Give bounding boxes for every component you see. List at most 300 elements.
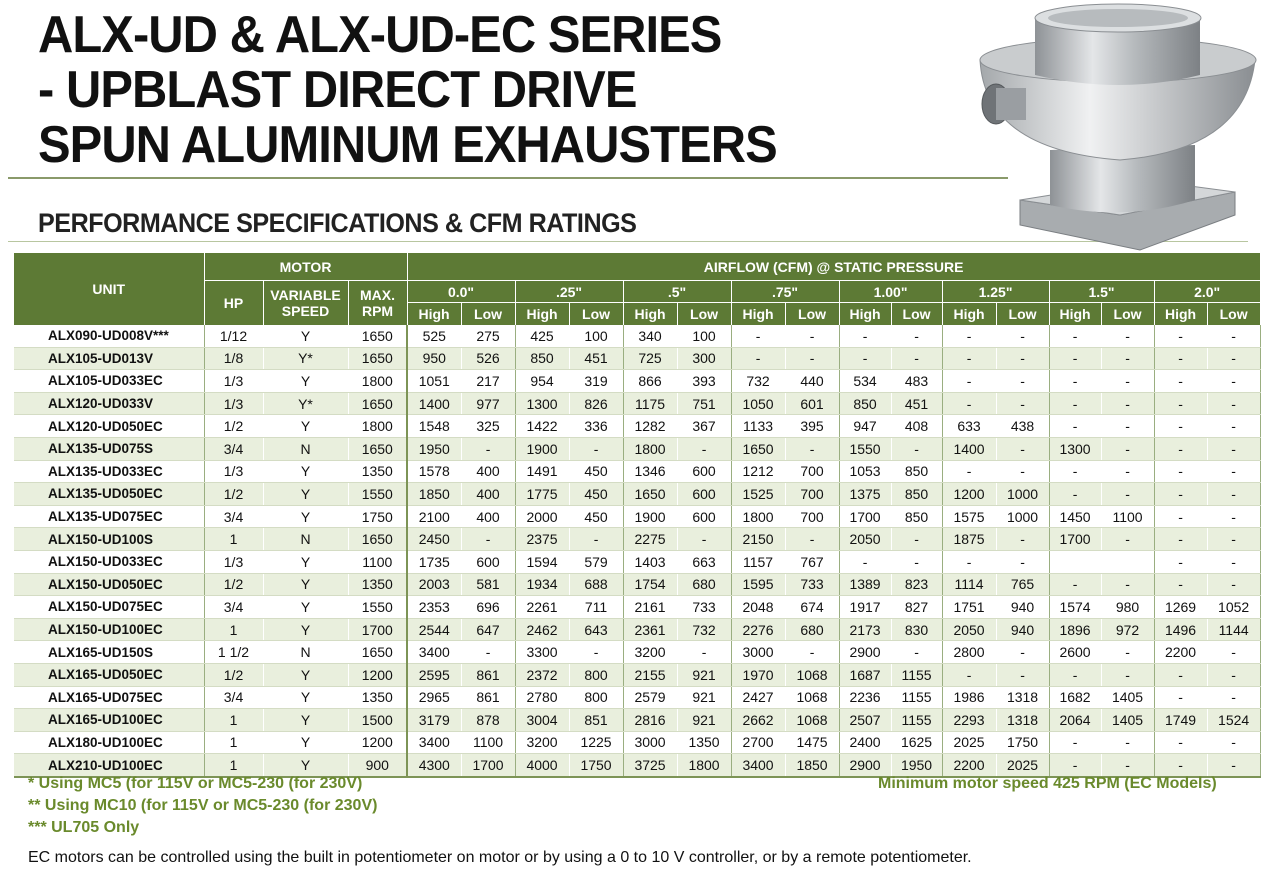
table-row	[14, 505, 1260, 528]
cfm-low-cell: -	[1101, 483, 1154, 506]
header-hp: HP	[204, 281, 263, 326]
variable-speed-cell: Y	[263, 325, 348, 347]
cfm-low-cell: 733	[785, 573, 839, 596]
cfm-low-cell: -	[996, 437, 1049, 460]
cfm-low-cell: 1155	[891, 686, 942, 709]
cfm-high-cell: 732	[731, 370, 785, 393]
unit-model-cell: ALX165-UD050EC	[14, 663, 204, 686]
cfm-high-cell: 1682	[1049, 686, 1101, 709]
cfm-low-cell: 733	[677, 596, 731, 619]
cfm-low-cell: 643	[569, 618, 623, 641]
cfm-low-cell: 1225	[569, 731, 623, 754]
table-row	[14, 596, 1260, 619]
header-variable-speed: VARIABLE SPEED	[263, 281, 348, 326]
table-row	[14, 686, 1260, 709]
variable-speed-cell: Y	[263, 731, 348, 754]
unit-model-cell: ALX165-UD075EC	[14, 686, 204, 709]
title-line-1: ALX-UD & ALX-UD-EC SERIES	[38, 6, 722, 64]
variable-speed-cell: N	[263, 528, 348, 551]
cfm-high-cell: 1450	[1049, 505, 1101, 528]
cfm-high-cell: 1525	[731, 483, 785, 506]
cfm-low-cell: 438	[996, 415, 1049, 438]
header-high: High	[942, 303, 996, 326]
header-pressure-100: 1.00"	[839, 281, 942, 303]
max-rpm-cell: 1550	[348, 596, 407, 619]
cfm-low-cell: -	[1101, 370, 1154, 393]
variable-speed-cell: Y	[263, 596, 348, 619]
table-row	[14, 415, 1260, 438]
cfm-low-cell: -	[996, 528, 1049, 551]
cfm-low-cell: 1000	[996, 483, 1049, 506]
cfm-low-cell: -	[1207, 505, 1260, 528]
table-row	[14, 528, 1260, 551]
cfm-high-cell: 2780	[515, 686, 569, 709]
header-pressure-15: 1.5"	[1049, 281, 1154, 303]
hp-cell: 3/4	[204, 437, 263, 460]
cfm-low-cell: -	[996, 663, 1049, 686]
cfm-high-cell: 3400	[407, 641, 461, 664]
hp-cell: 3/4	[204, 505, 263, 528]
cfm-low-cell: 696	[461, 596, 515, 619]
cfm-high-cell: 1300	[515, 392, 569, 415]
cfm-low-cell: -	[1207, 754, 1260, 777]
header-high: High	[731, 303, 785, 326]
cfm-low-cell: -	[785, 641, 839, 664]
section-subtitle: PERFORMANCE SPECIFICATIONS & CFM RATINGS	[38, 208, 637, 238]
cfm-low-cell: 940	[996, 596, 1049, 619]
table-row	[14, 618, 1260, 641]
cfm-high-cell: 2375	[515, 528, 569, 551]
cfm-low-cell: -	[891, 347, 942, 370]
cfm-low-cell: -	[1207, 528, 1260, 551]
ec-motor-note: EC motors can be controlled using the built in potentiometer on motor or by using a 0 to 10 V controller, or by a remote potentiometer.	[28, 849, 972, 866]
cfm-high-cell: 2353	[407, 596, 461, 619]
cfm-high-cell: 1775	[515, 483, 569, 506]
cfm-high-cell: 2150	[731, 528, 785, 551]
cfm-high-cell: 1496	[1154, 618, 1207, 641]
cfm-high-cell: 1282	[623, 415, 677, 438]
cfm-high-cell: 866	[623, 370, 677, 393]
cfm-low-cell: 921	[677, 663, 731, 686]
cfm-high-cell: 2200	[942, 754, 996, 777]
product-photo	[960, 0, 1260, 252]
cfm-high-cell: 1751	[942, 596, 996, 619]
cfm-low-cell: -	[1207, 731, 1260, 754]
max-rpm-cell: 1350	[348, 460, 407, 483]
table-row	[14, 731, 1260, 754]
cfm-low-cell: -	[1101, 573, 1154, 596]
cfm-low-cell: 1800	[677, 754, 731, 777]
cfm-high-cell: -	[839, 550, 891, 573]
cfm-high-cell: 2361	[623, 618, 677, 641]
cfm-low-cell: 450	[569, 460, 623, 483]
variable-speed-cell: Y	[263, 618, 348, 641]
table-row	[14, 370, 1260, 393]
cfm-low-cell: -	[996, 641, 1049, 664]
header-high: High	[407, 303, 461, 326]
cfm-low-cell: 579	[569, 550, 623, 573]
cfm-low-cell: 601	[785, 392, 839, 415]
cfm-low-cell: 1100	[1101, 505, 1154, 528]
max-rpm-cell: 1200	[348, 731, 407, 754]
cfm-high-cell: 2900	[839, 754, 891, 777]
cfm-high-cell: -	[1049, 370, 1101, 393]
cfm-high-cell: -	[1049, 392, 1101, 415]
cfm-high-cell: 1900	[623, 505, 677, 528]
title-line-3: SPUN ALUMINUM EXHAUSTERS	[38, 116, 777, 174]
header-pressure-025: .25"	[515, 281, 623, 303]
cfm-high-cell: -	[1154, 754, 1207, 777]
hp-cell: 1	[204, 709, 263, 732]
cfm-high-cell: 1850	[407, 483, 461, 506]
cfm-high-cell: 1950	[407, 437, 461, 460]
max-rpm-cell: 1650	[348, 641, 407, 664]
cfm-high-cell: -	[1049, 731, 1101, 754]
cfm-high-cell	[1049, 550, 1101, 573]
unit-model-cell: ALX150-UD033EC	[14, 550, 204, 573]
cfm-low-cell: -	[1207, 392, 1260, 415]
cfm-low-cell: 674	[785, 596, 839, 619]
cfm-high-cell: 633	[942, 415, 996, 438]
max-rpm-cell: 1750	[348, 505, 407, 528]
cfm-high-cell: -	[1154, 663, 1207, 686]
cfm-low-cell: 600	[461, 550, 515, 573]
cfm-low-cell: 1350	[677, 731, 731, 754]
cfm-high-cell: 725	[623, 347, 677, 370]
hp-cell: 3/4	[204, 596, 263, 619]
cfm-low-cell: 972	[1101, 618, 1154, 641]
cfm-low-cell: 1318	[996, 709, 1049, 732]
cfm-low-cell: 393	[677, 370, 731, 393]
cfm-low-cell: 1405	[1101, 709, 1154, 732]
header-motor: MOTOR	[204, 253, 407, 281]
cfm-high-cell: -	[942, 325, 996, 347]
header-pressure-05: .5"	[623, 281, 731, 303]
unit-model-cell: ALX210-UD100EC	[14, 754, 204, 777]
cfm-high-cell: 340	[623, 325, 677, 347]
max-rpm-cell: 1800	[348, 370, 407, 393]
hp-cell: 1/3	[204, 370, 263, 393]
cfm-low-cell: -	[996, 392, 1049, 415]
cfm-high-cell: 1133	[731, 415, 785, 438]
cfm-high-cell: 1800	[623, 437, 677, 460]
cfm-low-cell: -	[1207, 573, 1260, 596]
hp-cell: 3/4	[204, 686, 263, 709]
cfm-high-cell: 425	[515, 325, 569, 347]
cfm-high-cell: 2579	[623, 686, 677, 709]
cfm-low-cell: -	[996, 370, 1049, 393]
cfm-low-cell: 300	[677, 347, 731, 370]
table-row	[14, 573, 1260, 596]
unit-model-cell: ALX165-UD150S	[14, 641, 204, 664]
header-max-rpm: MAX. RPM	[348, 281, 407, 326]
cfm-high-cell: 1594	[515, 550, 569, 573]
max-rpm-cell: 1700	[348, 618, 407, 641]
cfm-low-cell: 977	[461, 392, 515, 415]
cfm-low-cell: 647	[461, 618, 515, 641]
cfm-low-cell: 751	[677, 392, 731, 415]
cfm-low-cell: -	[891, 437, 942, 460]
cfm-low-cell: 827	[891, 596, 942, 619]
unit-model-cell: ALX150-UD075EC	[14, 596, 204, 619]
cfm-low-cell: 100	[677, 325, 731, 347]
max-rpm-cell: 1100	[348, 550, 407, 573]
unit-model-cell: ALX090-UD008V***	[14, 325, 204, 347]
cfm-low-cell: 450	[569, 505, 623, 528]
cfm-high-cell: 1400	[407, 392, 461, 415]
header-low: Low	[1207, 303, 1260, 326]
cfm-low-cell: 700	[785, 460, 839, 483]
max-rpm-cell: 1550	[348, 483, 407, 506]
cfm-high-cell: -	[1049, 325, 1101, 347]
cfm-low-cell: -	[569, 528, 623, 551]
cfm-low-cell: 688	[569, 573, 623, 596]
unit-model-cell: ALX150-UD100S	[14, 528, 204, 551]
unit-model-cell: ALX135-UD075S	[14, 437, 204, 460]
cfm-high-cell: -	[942, 392, 996, 415]
max-rpm-cell: 1350	[348, 573, 407, 596]
cfm-high-cell: 4300	[407, 754, 461, 777]
title-divider	[8, 177, 1008, 179]
cfm-high-cell: 1578	[407, 460, 461, 483]
header-pressure-20: 2.0"	[1154, 281, 1260, 303]
variable-speed-cell: Y	[263, 686, 348, 709]
cfm-low-cell: -	[569, 437, 623, 460]
cfm-high-cell: 2048	[731, 596, 785, 619]
table-row	[14, 483, 1260, 506]
cfm-low-cell: 700	[785, 505, 839, 528]
cfm-high-cell: -	[1154, 483, 1207, 506]
cfm-high-cell: 1700	[1049, 528, 1101, 551]
max-rpm-cell: 1650	[348, 528, 407, 551]
header-high: High	[1154, 303, 1207, 326]
cfm-low-cell: 1000	[996, 505, 1049, 528]
unit-model-cell: ALX120-UD033V	[14, 392, 204, 415]
header-low: Low	[891, 303, 942, 326]
hp-cell: 1/2	[204, 663, 263, 686]
cfm-high-cell: 2200	[1154, 641, 1207, 664]
cfm-high-cell: 3400	[407, 731, 461, 754]
max-rpm-cell: 1650	[348, 325, 407, 347]
cfm-low-cell: -	[891, 550, 942, 573]
variable-speed-cell: Y	[263, 754, 348, 777]
cfm-low-cell: 1155	[891, 709, 942, 732]
cfm-high-cell: -	[1049, 483, 1101, 506]
cfm-high-cell: -	[942, 550, 996, 573]
cfm-high-cell: 1575	[942, 505, 996, 528]
footnote-3: *** UL705 Only	[28, 819, 140, 836]
cfm-low-cell: 1750	[569, 754, 623, 777]
cfm-high-cell: 1934	[515, 573, 569, 596]
cfm-high-cell: 2400	[839, 731, 891, 754]
cfm-high-cell: 2025	[942, 731, 996, 754]
unit-model-cell: ALX135-UD050EC	[14, 483, 204, 506]
table-row	[14, 325, 1260, 347]
header-low: Low	[461, 303, 515, 326]
cfm-high-cell: -	[1154, 415, 1207, 438]
cfm-low-cell: -	[1207, 370, 1260, 393]
cfm-high-cell: 850	[515, 347, 569, 370]
cfm-low-cell: -	[1101, 415, 1154, 438]
cfm-low-cell: 581	[461, 573, 515, 596]
cfm-high-cell: 2427	[731, 686, 785, 709]
header-high: High	[839, 303, 891, 326]
max-rpm-cell: 1500	[348, 709, 407, 732]
cfm-low-cell: 450	[569, 483, 623, 506]
page-title	[38, 8, 884, 173]
variable-speed-cell: Y	[263, 550, 348, 573]
cfm-high-cell: -	[1154, 550, 1207, 573]
header-low: Low	[1101, 303, 1154, 326]
variable-speed-cell: Y	[263, 663, 348, 686]
table-row	[14, 392, 1260, 415]
cfm-low-cell: -	[1101, 754, 1154, 777]
cfm-low-cell: -	[1207, 663, 1260, 686]
cfm-low-cell: 1068	[785, 663, 839, 686]
cfm-low-cell: 325	[461, 415, 515, 438]
cfm-low-cell: 526	[461, 347, 515, 370]
cfm-low-cell: -	[1101, 528, 1154, 551]
cfm-high-cell: 3725	[623, 754, 677, 777]
cfm-high-cell: 3000	[731, 641, 785, 664]
cfm-high-cell: 4000	[515, 754, 569, 777]
cfm-high-cell: 3179	[407, 709, 461, 732]
variable-speed-cell: Y	[263, 505, 348, 528]
cfm-low-cell: -	[1207, 550, 1260, 573]
cfm-high-cell: 2293	[942, 709, 996, 732]
cfm-low-cell: 1318	[996, 686, 1049, 709]
max-rpm-cell: 900	[348, 754, 407, 777]
cfm-high-cell: 1375	[839, 483, 891, 506]
cfm-high-cell: 3004	[515, 709, 569, 732]
cfm-low-cell: -	[1101, 731, 1154, 754]
footnote-1: * Using MC5 (for 115V or MC5-230 (for 230V)	[28, 775, 363, 792]
cfm-high-cell: -	[1154, 460, 1207, 483]
cfm-high-cell: -	[1154, 437, 1207, 460]
table-row	[14, 347, 1260, 370]
cfm-low-cell: 217	[461, 370, 515, 393]
hp-cell: 1	[204, 731, 263, 754]
cfm-low-cell: 1625	[891, 731, 942, 754]
max-rpm-cell: 1650	[348, 347, 407, 370]
cfm-low-cell: 367	[677, 415, 731, 438]
cfm-high-cell: -	[1154, 573, 1207, 596]
header-low: Low	[677, 303, 731, 326]
cfm-low-cell: 940	[996, 618, 1049, 641]
header-pressure-125: 1.25"	[942, 281, 1049, 303]
title-line-2: - UPBLAST DIRECT DRIVE	[38, 61, 637, 119]
cfm-high-cell: -	[942, 347, 996, 370]
variable-speed-cell: Y	[263, 709, 348, 732]
cfm-high-cell: 2050	[942, 618, 996, 641]
cfm-high-cell: 2800	[942, 641, 996, 664]
cfm-high-cell: -	[1154, 392, 1207, 415]
cfm-low-cell: 1850	[785, 754, 839, 777]
cfm-high-cell: 2236	[839, 686, 891, 709]
cfm-high-cell: 3200	[623, 641, 677, 664]
hp-cell: 1/12	[204, 325, 263, 347]
cfm-low-cell: 767	[785, 550, 839, 573]
cfm-high-cell: 1403	[623, 550, 677, 573]
cfm-high-cell: 2507	[839, 709, 891, 732]
cfm-low-cell: 663	[677, 550, 731, 573]
cfm-low-cell: 1155	[891, 663, 942, 686]
max-rpm-cell: 1200	[348, 663, 407, 686]
cfm-high-cell: 850	[839, 392, 891, 415]
cfm-high-cell: 1422	[515, 415, 569, 438]
cfm-high-cell: 1875	[942, 528, 996, 551]
cfm-low-cell: 830	[891, 618, 942, 641]
cfm-low-cell: 826	[569, 392, 623, 415]
unit-model-cell: ALX105-UD013V	[14, 347, 204, 370]
cfm-high-cell: 3400	[731, 754, 785, 777]
cfm-low-cell: 850	[891, 460, 942, 483]
hp-cell: 1/2	[204, 573, 263, 596]
cfm-high-cell: -	[1154, 505, 1207, 528]
cfm-low-cell: -	[461, 437, 515, 460]
cfm-low-cell: 1052	[1207, 596, 1260, 619]
cfm-high-cell: 2050	[839, 528, 891, 551]
unit-model-cell: ALX150-UD100EC	[14, 618, 204, 641]
table-row	[14, 709, 1260, 732]
cfm-high-cell: 1491	[515, 460, 569, 483]
table-row	[14, 663, 1260, 686]
cfm-high-cell: 1970	[731, 663, 785, 686]
max-rpm-cell: 1800	[348, 415, 407, 438]
cfm-high-cell: 2261	[515, 596, 569, 619]
cfm-low-cell: 765	[996, 573, 1049, 596]
cfm-low-cell: 850	[891, 505, 942, 528]
header-low: Low	[996, 303, 1049, 326]
cfm-high-cell: 954	[515, 370, 569, 393]
cfm-high-cell: -	[1049, 754, 1101, 777]
cfm-low-cell: -	[785, 528, 839, 551]
cfm-high-cell: 1051	[407, 370, 461, 393]
max-rpm-cell: 1650	[348, 392, 407, 415]
cfm-high-cell: 1650	[623, 483, 677, 506]
cfm-low-cell: 921	[677, 686, 731, 709]
variable-speed-cell: Y	[263, 370, 348, 393]
cfm-low-cell: -	[785, 347, 839, 370]
cfm-high-cell: 2064	[1049, 709, 1101, 732]
cfm-high-cell: -	[942, 663, 996, 686]
footnote-2: ** Using MC10 (for 115V or MC5-230 (for 230V)	[28, 797, 378, 814]
cfm-low-cell: -	[1101, 641, 1154, 664]
cfm-low-cell: 319	[569, 370, 623, 393]
cfm-high-cell: 1114	[942, 573, 996, 596]
variable-speed-cell: Y	[263, 573, 348, 596]
cfm-low-cell: 980	[1101, 596, 1154, 619]
cfm-high-cell: 2450	[407, 528, 461, 551]
cfm-low-cell: 2025	[996, 754, 1049, 777]
cfm-high-cell: 947	[839, 415, 891, 438]
cfm-low-cell: 878	[461, 709, 515, 732]
cfm-high-cell: 1269	[1154, 596, 1207, 619]
unit-model-cell: ALX105-UD033EC	[14, 370, 204, 393]
table-row	[14, 754, 1260, 777]
hp-cell: 1	[204, 618, 263, 641]
cfm-low-cell: -	[569, 641, 623, 664]
cfm-low-cell: -	[1101, 663, 1154, 686]
cfm-high-cell: -	[731, 347, 785, 370]
hp-cell: 1/3	[204, 550, 263, 573]
cfm-low-cell: -	[1207, 460, 1260, 483]
cfm-high-cell: 2275	[623, 528, 677, 551]
header-pressure-075: .75"	[731, 281, 839, 303]
cfm-high-cell: 1595	[731, 573, 785, 596]
cfm-low-cell: 1405	[1101, 686, 1154, 709]
cfm-high-cell: 1212	[731, 460, 785, 483]
